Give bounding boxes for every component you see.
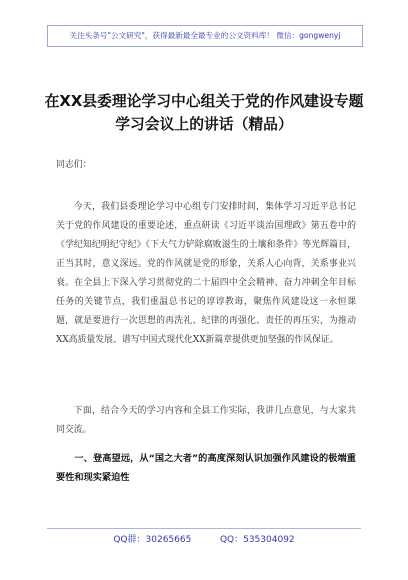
footer-qq: QQ：535304092 xyxy=(219,535,295,545)
section-heading: 一、登高望远，从“国之大者”的高度深刻认识加强作风建设的极端重要性和现实紧迫性 xyxy=(56,453,356,483)
greeting: 同志们： xyxy=(56,160,92,170)
footer-divider xyxy=(47,528,361,529)
header-banner: 关注头条号"公文研究"，获得最新最全最专业的公文资料库！ 微信：gongwenyj xyxy=(47,25,363,47)
footer-qq-group: QQ群：30265665 xyxy=(113,535,192,545)
footer-contact xyxy=(47,533,361,547)
paragraph-intro: 今天，我们县委理论学习中心组专门安排时间，集体学习习近平总书记关于党的作风建设的重要论述，重点研读《习近平谈治国理政》第五卷中的《学纪知纪明纪守纪》《下大气力铲除腐败滋生的土壤和条件》等光辉篇目，正当其时，意义深远。党的作风就是党的形象，关系人心向背，关系事业兴衰。在全县上下深入学习贯彻党的二十届四中全会精神、奋力冲刺全年目标任务的关键节点，我们重温总书记的谆谆教诲，聚焦作风建设这一永恒课题，就是要进行一次思想的再洗礼、纪律的再强化、责任的再压实，为推动XX高质量发展、谱写中国式现代化XX新篇章提供更加坚强的作风保证。 xyxy=(56,202,356,345)
paragraph-transition: 下面，结合今天的学习内容和全县工作实际，我讲几点意见，与大家共同交流。 xyxy=(56,406,356,435)
document-title: 在XX县委理论学习中心组关于党的作风建设专题学习会议上的讲话（精品） xyxy=(44,93,364,133)
